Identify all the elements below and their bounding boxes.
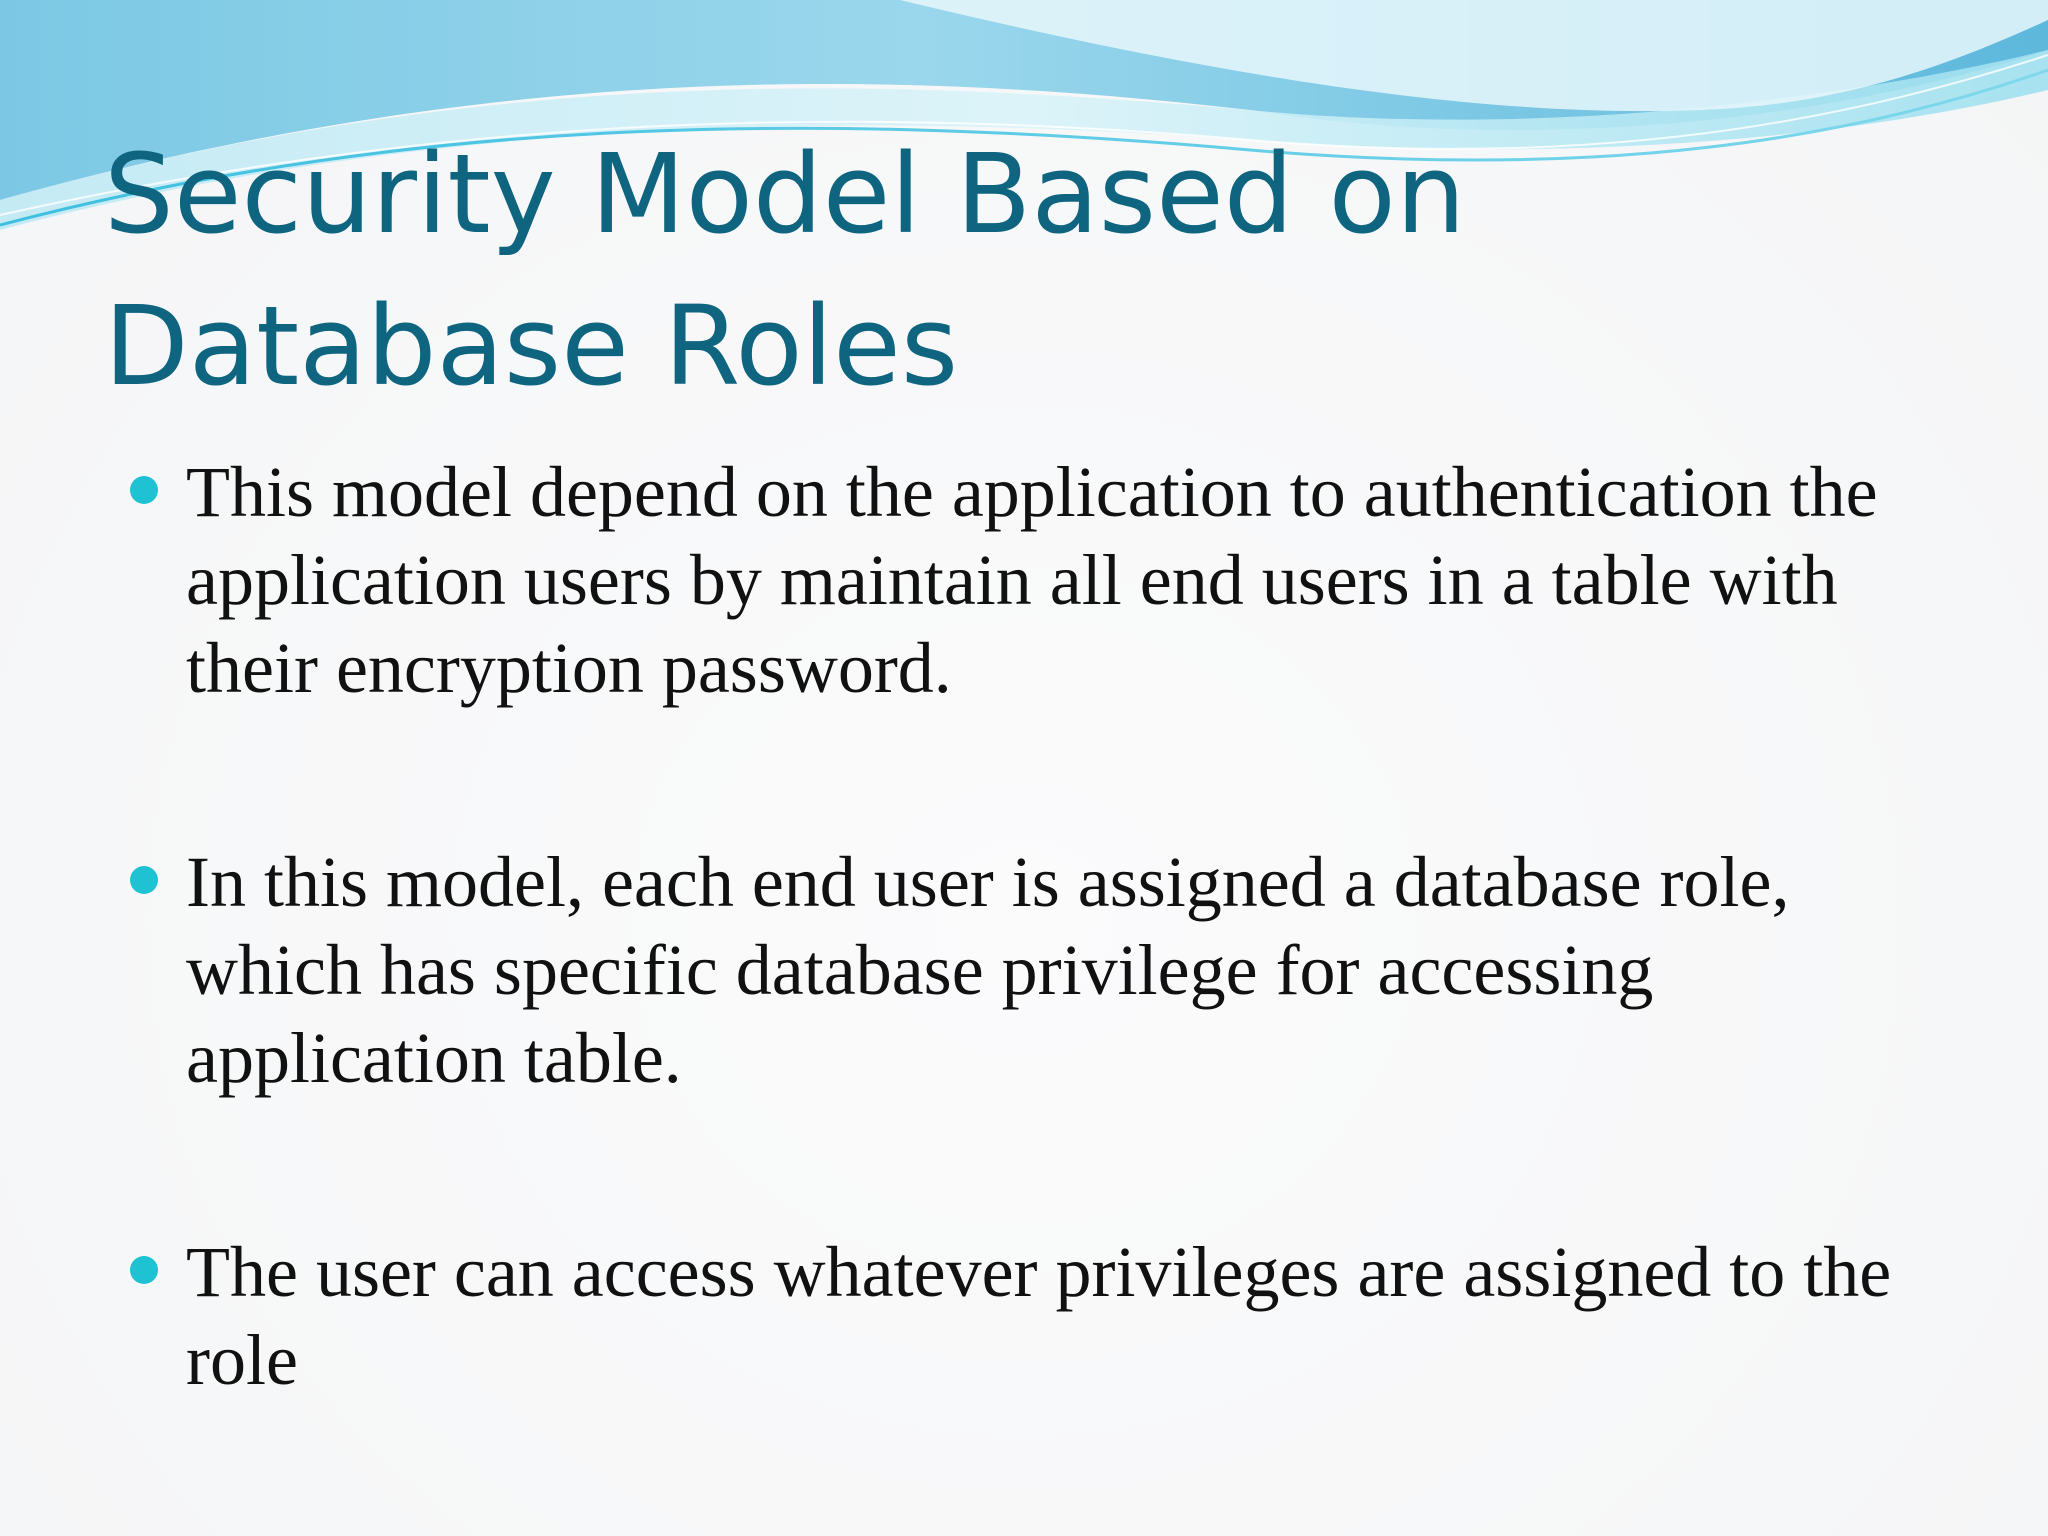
bullet-dot-icon bbox=[130, 1256, 158, 1284]
bullet-item bbox=[130, 448, 1930, 712]
bullet-text: In this model, each end user is assigned a database role, which has specific database privilege for accessing application table. bbox=[186, 842, 1790, 1098]
bullet-dot-icon bbox=[130, 476, 158, 504]
bullet-text: This model depend on the application to authentication the application users by maintain all end users in a table with their encryption password. bbox=[186, 452, 1878, 708]
slide-title: Security Model Based on Database Roles bbox=[104, 130, 1466, 410]
bullet-text: The user can access whatever privileges are assigned to the role bbox=[186, 1232, 1892, 1400]
bullet-item bbox=[130, 1228, 1930, 1404]
bullet-dot-icon bbox=[130, 866, 158, 894]
bullet-item bbox=[130, 838, 1930, 1102]
bullet-list bbox=[130, 448, 1930, 1404]
